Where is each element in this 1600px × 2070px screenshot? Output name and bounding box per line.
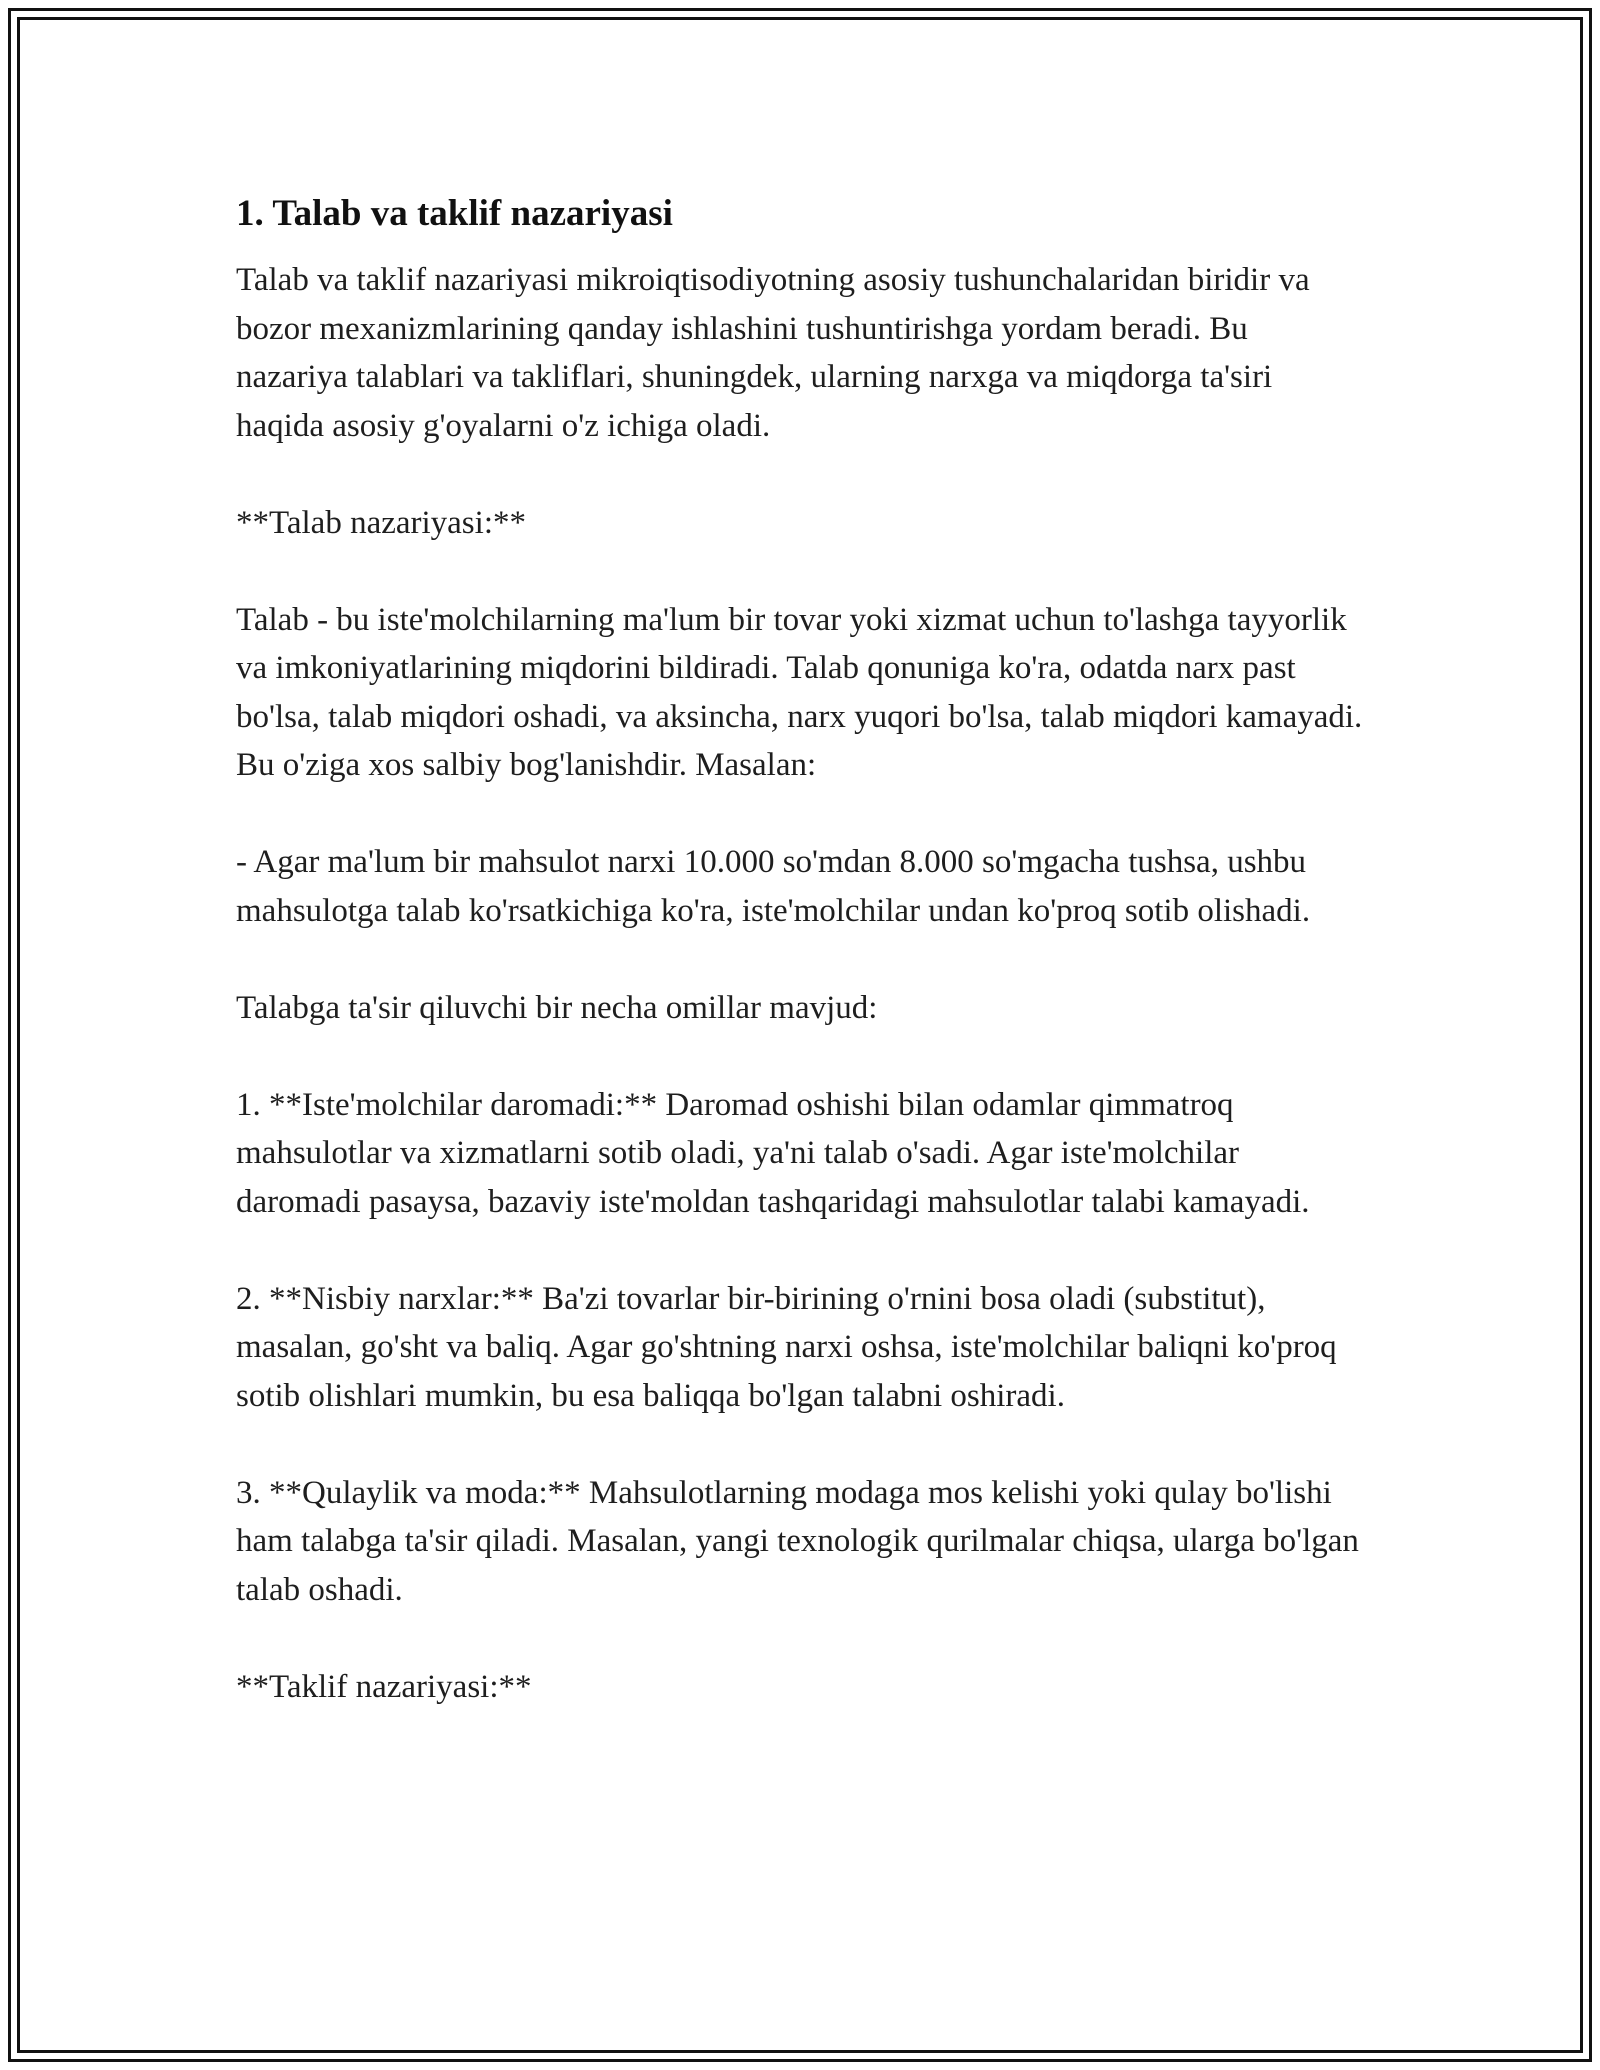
paragraph-gap xyxy=(236,1420,1366,1469)
talab-definition-paragraph: Talab - bu iste'molchilarning ma'lum bir tovar yoki xizmat uchun to'lashga tayyorlik va imkoniyatlarining miqdorini bildiradi. Talab qonuniga ko'ra, odatda narx past bo'lsa, talab miqdori oshadi, va aksincha, narx yuqori bo'lsa, talab miqdori kamayadi. Bu o'ziga xos salbiy bog'lanishdir. Masalan: xyxy=(236,601,1363,783)
factors-intro-paragraph: Talabga ta'sir qiluvchi bir necha omillar mavjud: xyxy=(236,989,878,1026)
paragraph-gap xyxy=(236,935,1366,984)
example-paragraph: - Agar ma'lum bir mahsulot narxi 10.000 so'mdan 8.000 so'mgacha tushsa, ushbu mahsulotga talab ko'rsatkichiga ko'ra, iste'molchilar undan ko'proq sotib olishadi. xyxy=(236,844,1311,929)
document-body xyxy=(236,188,1366,1711)
intro-paragraph: Talab va taklif nazariyasi mikroiqtisodiyotning asosiy tushunchalaridan biridir va bozor mexanizmlarining qanday ishlashini tushuntirishga yordam beradi. Bu nazariya talablari va takliflari, shuningdek, ularning narxga va miqdorga ta'siri haqida asosiy g'oyalarni o'z ichiga oladi. xyxy=(236,262,1310,444)
paragraph-gap xyxy=(236,450,1366,499)
document-title: 1. Talab va taklif nazariyasi xyxy=(236,193,673,234)
factor-item-income: 1. **Iste'molchilar daromadi:** Daromad oshishi bilan odamlar qimmatroq mahsulotlar va xizmatlarni sotib oladi, ya'ni talab o'sadi. Agar iste'molchilar daromadi pasaysa, bazaviy iste'moldan tashqaridagi mahsulotlar talabi kamayadi. xyxy=(236,1086,1310,1220)
paragraph-gap xyxy=(236,1226,1366,1275)
factor-item-convenience-fashion: 3. **Qulaylik va moda:** Mahsulotlarning modaga mos kelishi yoki qulay bo'lishi ham talabga ta'sir qiladi. Masalan, yangi texnologik qurilmalar chiqsa, ularga bo'lgan talab oshadi. xyxy=(236,1474,1359,1608)
section-heading-taklif: **Taklif nazariyasi:** xyxy=(236,1668,532,1705)
section-heading-talab: **Talab nazariyasi:** xyxy=(236,504,526,541)
paragraph-gap xyxy=(236,790,1366,839)
factor-item-relative-prices: 2. **Nisbiy narxlar:** Ba'zi tovarlar bir-birining o'rnini bosa oladi (substitut), masalan, go'sht va baliq. Agar go'shtning narxi oshsa, iste'molchilar baliqni ko'proq sotib olishlari mumkin, bu esa baliqqa bo'lgan talabni oshiradi. xyxy=(236,1280,1337,1414)
paragraph-gap xyxy=(236,1614,1366,1663)
paragraph-gap xyxy=(236,547,1366,596)
paragraph-gap xyxy=(236,1032,1366,1081)
